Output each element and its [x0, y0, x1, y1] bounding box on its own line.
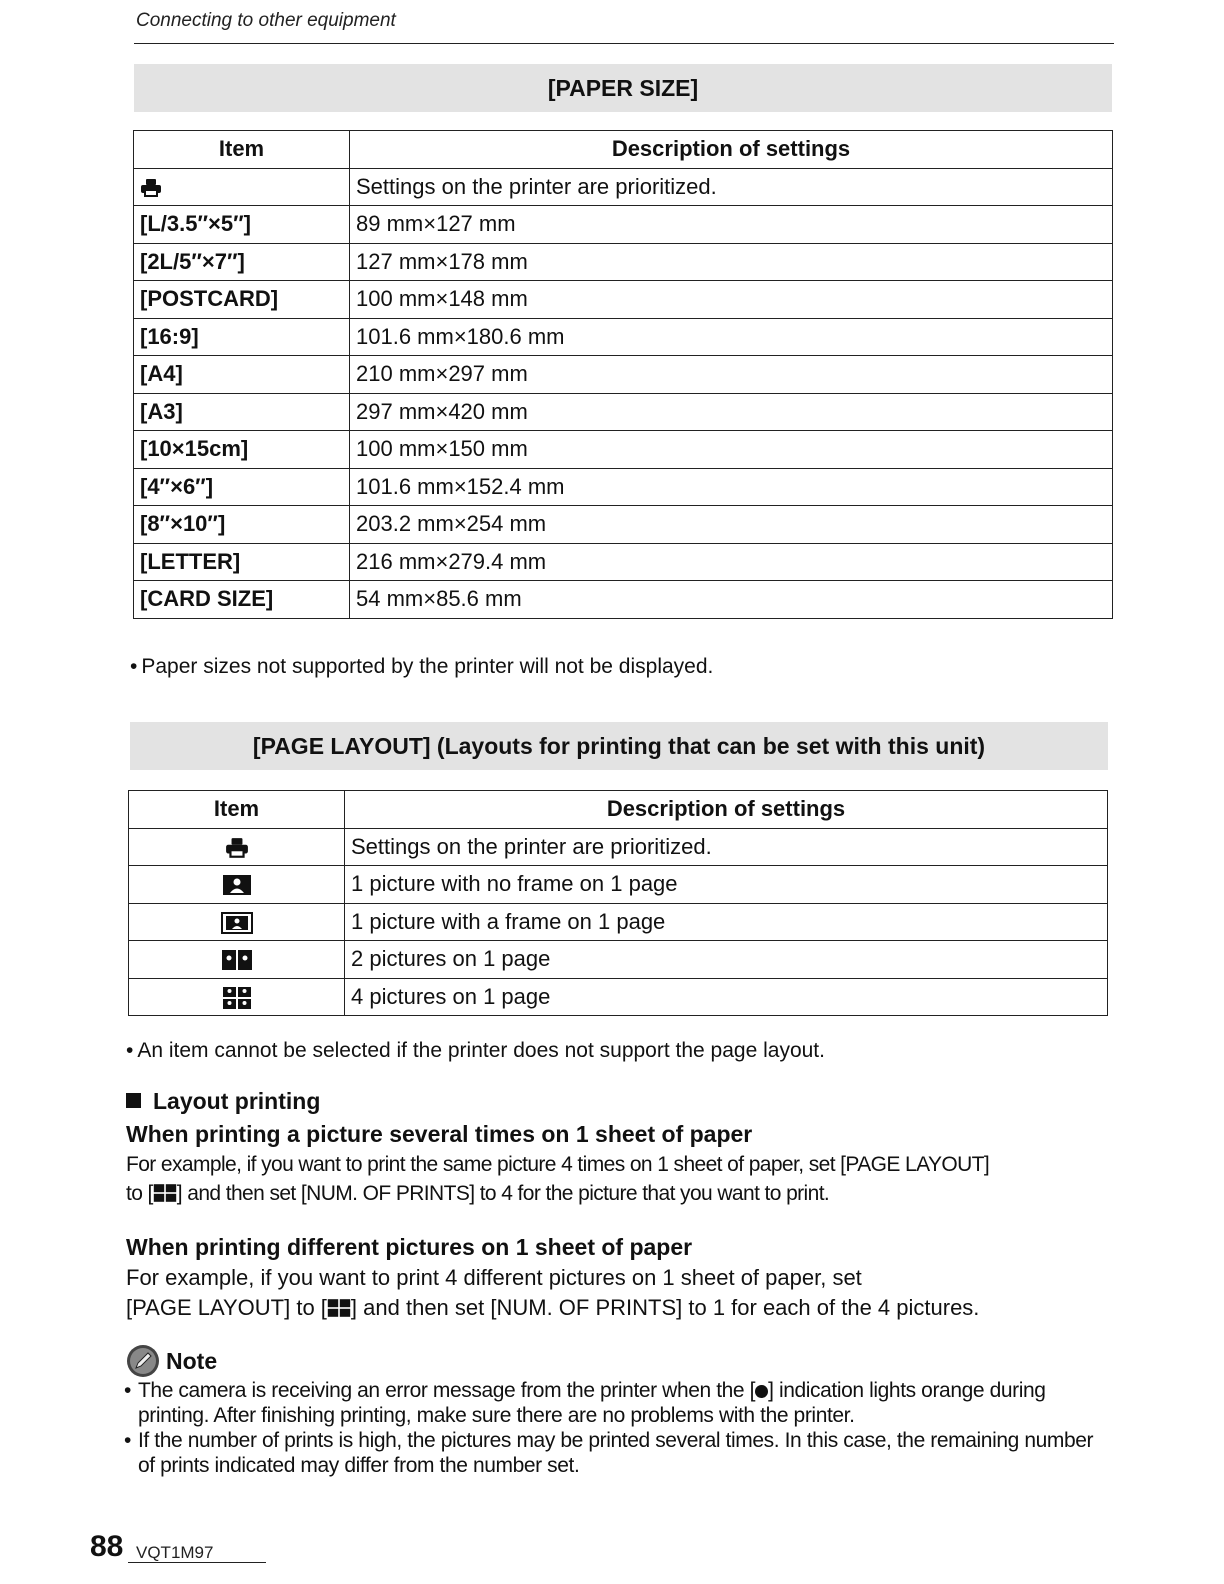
col-item-header: Item	[134, 131, 350, 169]
paper-size-title: [PAPER SIZE]	[547, 74, 699, 101]
paper-size-footnote-text: Paper sizes not supported by the printer will not be displayed.	[141, 655, 714, 678]
item-cell: [2L/5″×7″]	[134, 243, 350, 281]
layout-printing-heading	[126, 1088, 320, 1115]
table-row	[134, 393, 1113, 431]
table-row	[134, 506, 1113, 544]
table-row	[129, 941, 1108, 979]
table-row	[134, 356, 1113, 394]
desc-cell: 100 mm×150 mm	[350, 431, 1113, 469]
list-item	[124, 1378, 1104, 1428]
table-row	[129, 866, 1108, 904]
page-layout-title: [PAGE LAYOUT] (Layouts for printing that can be set with this unit)	[252, 732, 986, 759]
four-pictures-icon	[327, 1298, 351, 1318]
item-cell: [4″×6″]	[134, 468, 350, 506]
same-picture-line-2-post: ] and then set [NUM. OF PRINTS] to 4 for the picture that you want to print.	[176, 1182, 830, 1205]
one-picture-no-frame-icon	[222, 874, 252, 896]
different-pictures-heading: When printing different pictures on 1 sheet of paper	[126, 1234, 693, 1260]
item-cell	[134, 168, 350, 206]
table-header-row	[129, 791, 1108, 829]
document-code: VQT1M97	[136, 1543, 214, 1562]
note-item-1-post: ] indication lights orange during printing. After finishing printing, make sure there are no problems with the printer.	[138, 1379, 1046, 1427]
layout-printing-heading-text: Layout printing	[153, 1088, 321, 1114]
col-item-header: Item	[129, 791, 345, 829]
item-cell	[129, 903, 345, 941]
same-picture-paragraph	[126, 1150, 1116, 1208]
desc-cell: 4 pictures on 1 page	[345, 978, 1108, 1016]
item-cell: [16:9]	[134, 318, 350, 356]
table-row	[129, 828, 1108, 866]
table-row	[129, 978, 1108, 1016]
two-pictures-icon	[221, 949, 253, 971]
note-heading-text: Note	[166, 1347, 218, 1374]
note-heading	[126, 1344, 217, 1378]
page-number: 88	[90, 1530, 124, 1563]
page-layout-table	[128, 790, 1108, 1016]
note-item-1-pre: The camera is receiving an error message from the printer when the [	[138, 1379, 756, 1402]
printer-icon	[225, 837, 249, 859]
table-row	[134, 468, 1113, 506]
table-row	[134, 168, 1113, 206]
desc-cell: 54 mm×85.6 mm	[350, 581, 1113, 619]
col-desc-header: Description of settings	[350, 131, 1113, 169]
section-label: Connecting to other equipment	[136, 10, 396, 31]
table-row	[134, 206, 1113, 244]
desc-cell: 1 picture with no frame on 1 page	[345, 866, 1108, 904]
different-pictures-line-2-post: ] and then set [NUM. OF PRINTS] to 1 for each of the 4 pictures.	[350, 1295, 980, 1320]
paper-size-title-bar	[134, 64, 1112, 112]
same-picture-heading: When printing a picture several times on 1 sheet of paper	[126, 1121, 753, 1147]
different-pictures-line-2	[126, 1293, 1116, 1323]
list-item	[124, 1428, 1104, 1478]
table-row	[134, 243, 1113, 281]
page-layout-footnote	[126, 1038, 825, 1064]
paper-size-footnote	[130, 654, 713, 680]
table-row	[134, 281, 1113, 319]
item-cell: [A3]	[134, 393, 350, 431]
same-picture-line-1: For example, if you want to print the same picture 4 times on 1 sheet of paper, set [PAGE LAYOUT]	[126, 1153, 990, 1176]
paper-size-table	[133, 130, 1113, 619]
desc-cell: 297 mm×420 mm	[350, 393, 1113, 431]
desc-cell: 127 mm×178 mm	[350, 243, 1113, 281]
item-cell	[129, 978, 345, 1016]
item-cell: [POSTCARD]	[134, 281, 350, 319]
square-bullet-icon	[126, 1093, 141, 1108]
table-header-row	[134, 131, 1113, 169]
item-cell: [A4]	[134, 356, 350, 394]
item-cell	[129, 866, 345, 904]
note-pencil-icon	[126, 1344, 160, 1378]
header-divider	[134, 43, 1114, 44]
table-row	[134, 431, 1113, 469]
item-cell: [10×15cm]	[134, 431, 350, 469]
col-desc-header: Description of settings	[345, 791, 1108, 829]
note-item-2-text: If the number of prints is high, the pictures may be printed several times. In this case, the remaining number of prints indicated may differ from the number set.	[138, 1429, 1094, 1477]
note-list	[124, 1378, 1104, 1478]
desc-cell: 203.2 mm×254 mm	[350, 506, 1113, 544]
same-picture-line-2	[126, 1179, 1116, 1208]
desc-cell: 216 mm×279.4 mm	[350, 543, 1113, 581]
desc-cell: Settings on the printer are prioritized.	[350, 168, 1113, 206]
printer-icon	[140, 178, 162, 198]
item-cell	[129, 828, 345, 866]
different-pictures-paragraph	[126, 1263, 1116, 1323]
item-cell: [CARD SIZE]	[134, 581, 350, 619]
page-layout-title-bar	[130, 722, 1108, 770]
table-row	[134, 318, 1113, 356]
one-picture-frame-icon	[221, 912, 253, 934]
desc-cell: 1 picture with a frame on 1 page	[345, 903, 1108, 941]
item-cell: [LETTER]	[134, 543, 350, 581]
item-cell	[129, 941, 345, 979]
page-layout-footnote-text: An item cannot be selected if the printer does not support the page layout.	[137, 1039, 825, 1062]
desc-cell: Settings on the printer are prioritized.	[345, 828, 1108, 866]
different-pictures-line-2-pre: [PAGE LAYOUT] to [	[126, 1295, 327, 1320]
item-cell: [L/3.5″×5″]	[134, 206, 350, 244]
table-row	[129, 903, 1108, 941]
desc-cell: 101.6 mm×152.4 mm	[350, 468, 1113, 506]
desc-cell: 100 mm×148 mm	[350, 281, 1113, 319]
four-pictures-icon	[153, 1183, 177, 1203]
same-picture-line-2-pre: to [	[126, 1182, 153, 1205]
desc-cell: 210 mm×297 mm	[350, 356, 1113, 394]
table-row	[134, 581, 1113, 619]
indicator-dot-icon	[755, 1385, 768, 1398]
table-row	[134, 543, 1113, 581]
desc-cell: 89 mm×127 mm	[350, 206, 1113, 244]
desc-cell: 2 pictures on 1 page	[345, 941, 1108, 979]
item-cell: [8″×10″]	[134, 506, 350, 544]
four-pictures-icon	[222, 986, 252, 1010]
desc-cell: 101.6 mm×180.6 mm	[350, 318, 1113, 356]
footer-rule	[128, 1562, 266, 1563]
different-pictures-line-1: For example, if you want to print 4 different pictures on 1 sheet of paper, set	[126, 1265, 862, 1290]
